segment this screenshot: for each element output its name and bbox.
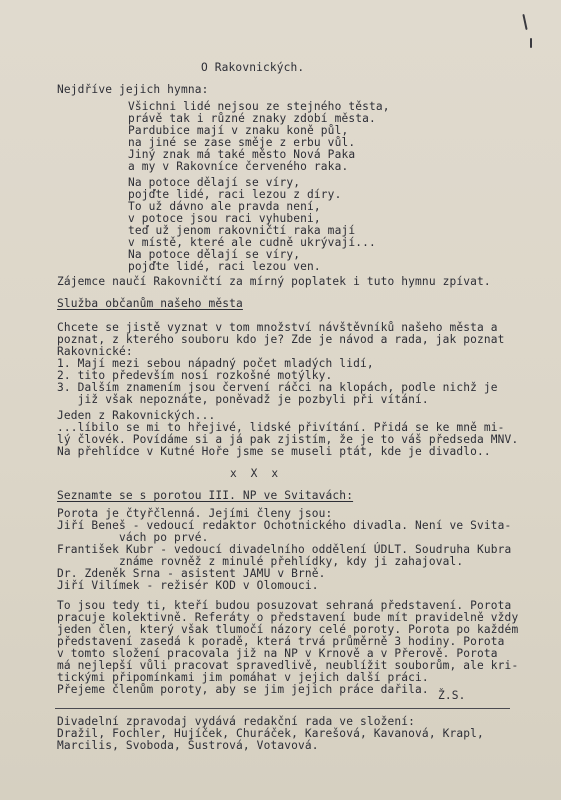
quote-line: Jeden z Rakovnických... <box>57 409 216 422</box>
jury-member: Dr. Zdeněk Srna - asistent JAMU v Brně. <box>57 567 326 580</box>
section-heading-jury: Seznamte se s porotou III. NP ve Svitavách: <box>57 489 354 502</box>
hymn-line: pojďte lidé, raci lezou z díry. <box>128 188 342 201</box>
author-signature: Ž.S. <box>438 689 466 702</box>
hymn-line: v potoce jsou raci vyhubeni, <box>128 212 321 225</box>
quote-line: Na přehlídce v Kutné Hoře jsme se museli ptát, kde je divadlo.. <box>57 445 491 458</box>
hymn-note: Zájemce naučí Rakovničtí za mírný poplatek i tuto hymnu zpívat. <box>57 275 491 288</box>
section-separator: x X x <box>230 467 279 480</box>
list-item: 1. Mají mezi sebou nápadný počet mladých lidí, <box>57 357 374 370</box>
list-item: 3. Dalším znamením jsou červení ráčci na klopách, podle nichž je <box>57 381 498 394</box>
list-item: 2. tito především nosí rozkošné motýlky. <box>57 369 333 382</box>
list-item: již však nepoznáte, poněvadž je pozbyli při vítání. <box>57 393 429 406</box>
text-line: Porota je čtyřčlenná. Jejími členy jsou: <box>57 507 333 520</box>
hymn-line: Na potoce dělají se víry, <box>128 176 301 189</box>
text-line: jeden člen, který však tlumočí názory celé poroty. Porota po každém <box>57 623 519 636</box>
text-line: má nejlepší vůli pracovat spravedlivě, neublížit souborům, ale kri- <box>57 659 519 672</box>
text-line: To jsou tedy ti, kteří budou posuzovat sehraná představení. Porota <box>57 599 512 612</box>
quote-line: ...líbilo se mi to hřejivé, lidské přivítání. Přidá se ke mně mi- <box>57 421 505 434</box>
hymn-line: pojďte lidé, raci lezou ven. <box>128 260 321 273</box>
hymn-line: Jiný znak má také město Nová Paka <box>128 148 356 161</box>
margin-mark <box>522 14 527 30</box>
footer-line: Divadelní zpravodaj vydává redakční rada ve složení: <box>57 715 416 728</box>
section-heading-service: Služba občanům našeho města <box>57 297 243 310</box>
hymn-line: právě tak i různé znaky zdobí města. <box>128 112 376 125</box>
hymn-line: teď už jenom rakovničtí raka mají <box>128 224 356 237</box>
hymn-line: na jiné se zase směje z erbu vůl. <box>128 136 356 149</box>
footer-divider <box>55 708 510 709</box>
text-line: představení zasedá k poradě, která trvá průměrně 3 hodiny. Porota <box>57 635 505 648</box>
text-line: Rakovnické: <box>57 345 133 358</box>
jury-member: Jiří Beneš - vedoucí redaktor Ochotnického divadla. Není ve Svita- <box>57 519 512 532</box>
text-line: v tomto složení pracovala již na NP v Krnově a v Přerově. Porota <box>57 647 498 660</box>
footer-line: Marcilis, Svoboda, Šustrová, Votavová. <box>57 739 319 752</box>
hymn-line: Všichni lidé nejsou ze stejného těsta, <box>128 100 390 113</box>
quote-line: lý človék. Povídáme si a já pak zjistím, že je to váš předseda MNV. <box>57 433 519 446</box>
hymn-line: To už dávno ale pravda není, <box>128 200 321 213</box>
hymn-line: v místě, které ale cudně ukrývají... <box>128 236 376 249</box>
jury-member: František Kubr - vedoucí divadelního oddělení ÚDLT. Soudruha Kubra <box>57 543 512 556</box>
document-title: O Rakovnických. <box>201 61 305 74</box>
text-line: Přejeme členům poroty, aby se jim jejich práce dařila. <box>57 683 429 696</box>
hymn-line: a my v Rakovníce červeného raka. <box>128 160 349 173</box>
margin-mark <box>530 38 532 48</box>
text-line: Chcete se jistě vyznat v tom množství návštěvníků našeho města a <box>57 321 498 334</box>
hymn-intro: Nejdříve jejich hymna: <box>57 83 209 96</box>
jury-member: Jiří Vilímek - režisér KOD v Olomouci. <box>57 579 319 592</box>
text-line: pracuje kolektivně. Referáty o představení bude mít pravidelně vždy <box>57 611 519 624</box>
jury-member: známe rovněž z minulé přehlídky, kdy ji zahajoval. <box>57 555 464 568</box>
hymn-line: Pardubice mají v znaku koně půl, <box>128 124 349 137</box>
text-line: tickými připomínkami jim pomáhat v jejich další práci. <box>57 671 429 684</box>
text-line: poznat, z kterého souboru kdo je? Zde je návod a rada, jak poznat <box>57 333 505 346</box>
jury-member: vách po prvé. <box>57 531 209 544</box>
hymn-line: Na potoce dělají se víry, <box>128 248 301 261</box>
footer-line: Dražil, Fochler, Hujíček, Churáček, Karešová, Kavanová, Krapl, <box>57 727 484 740</box>
